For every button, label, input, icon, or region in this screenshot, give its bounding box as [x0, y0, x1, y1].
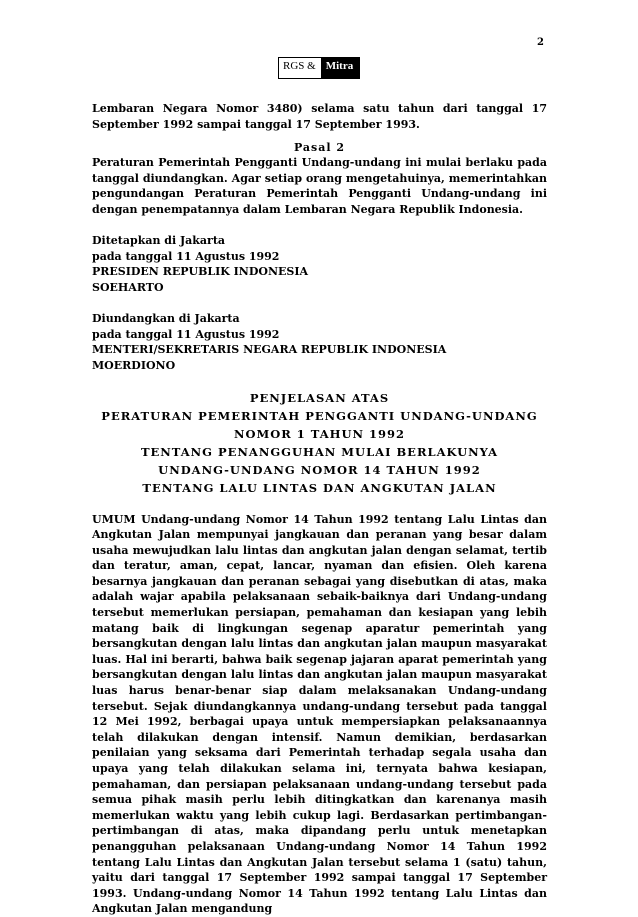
heading-line: PERATURAN PEMERINTAH PENGGANTI UNDANG-UNDANG [101, 408, 538, 423]
signature-line: pada tanggal 11 Agustus 1992 [92, 249, 280, 263]
signature-block-minister [92, 311, 547, 373]
heading-line: TENTANG LALU LINTAS DAN ANGKUTAN JALAN [142, 480, 497, 495]
general-explanation-paragraph: UMUM Undang-undang Nomor 14 Tahun 1992 tentang Lalu Lintas dan Angkutan Jalan mempunyai jangkauan dan peranan yang besar dalam usaha mewujudkan lalu lintas dan angkutan jalan dengan selamat, tertib dan teratur, aman, cepat, lancar, nyaman dan efisien. Oleh karena besarnya jangkauan dan peranan sebagai yang disebutkan di atas, maka adalah wajar apabila pelaksanaan sebaik-baiknya dari Undang-undang tersebut memerlukan persiapan, pemahaman dan kesiapan yang lebih matang baik di lingkungan segenap aparatur pemerintah yang bersangkutan dengan lalu lintas dan angkutan jalan maupun masyarakat luas. Hal ini berarti, bahwa baik segenap jajaran aparat pemerintah yang bersangkutan dengan lalu lintas dan angkutan jalan maupun masyarakat luas harus benar-benar siap dalam melaksanakan Undang-undang tersebut. Sejak diundangkannya undang-undang tersebut pada tanggal 12 Mei 1992, berbagai upaya untuk mempersiapkan pelaksanaannya telah dilakukan dengan intensif. Namun demikian, berdasarkan penilaian yang seksama dari Pemerintah terhadap segala usaha dan upaya yang telah dilakukan selama ini, ternyata bahwa kesiapan, pemahaman, dan persiapan pelaksanaan undang-undang tersebut pada semua pihak masih perlu lebih ditingkatkan dan karenanya masih memerlukan waktu yang lebih cukup lagi. Berdasarkan pertimbangan-pertimbangan di atas, maka dipandang perlu untuk menetapkan penangguhan pelaksanaan Undang-undang Nomor 14 Tahun 1992 tentang Lalu Lintas dan Angkutan Jalan tersebut selama 1 (satu) tahun, yaitu dari tanggal 17 September 1992 sampai tanggal 17 September 1993. Undang-undang Nomor 14 Tahun 1992 tentang Lalu Lintas dan Angkutan Jalan mengandung [92, 512, 547, 916]
signature-line: Diundangkan di Jakarta [92, 312, 240, 326]
signature-line: Ditetapkan di Jakarta [92, 234, 226, 248]
signature-block-president [92, 233, 547, 295]
explanation-heading [92, 389, 547, 497]
article-paragraph: Peraturan Pemerintah Pengganti Undang-undang ini mulai berlaku pada tanggal diundangkan. Agar setiap orang mengetahuinya, memerintahkan pengundangan Peraturan Pemerintah Pengganti Undang-undang ini dengan penempatannya dalam Lembaran Negara Republik Indonesia. [92, 156, 547, 216]
signature-line: MENTERI/SEKRETARIS NEGARA REPUBLIK INDONESIA [92, 343, 447, 357]
heading-line: TENTANG PENANGGUHAN MULAI BERLAKUNYA [140, 444, 499, 459]
heading-line: NOMOR 1 TAHUN 1992 [233, 426, 406, 441]
opening-paragraph: Lembaran Negara Nomor 3480) selama satu tahun dari tanggal 17 September 1992 sampai tanggal 17 September 1993. [92, 102, 547, 131]
document-body [92, 101, 547, 917]
signature-line: PRESIDEN REPUBLIK INDONESIA [92, 265, 309, 279]
signature-line: SOEHARTO [92, 280, 164, 294]
signature-line: pada tanggal 11 Agustus 1992 [92, 327, 280, 341]
heading-line: PENJELASAN ATAS [249, 390, 390, 405]
signature-line: MOERDIONO [92, 358, 176, 372]
publisher-logo [278, 57, 360, 79]
page-number: 2 [537, 37, 544, 48]
heading-line: UNDANG-UNDANG NOMOR 14 TAHUN 1992 [158, 462, 481, 477]
logo-text-right: Mitra [321, 58, 359, 78]
logo-text-left: RGS & [279, 58, 321, 78]
article-title: Pasal 2 [293, 141, 346, 155]
